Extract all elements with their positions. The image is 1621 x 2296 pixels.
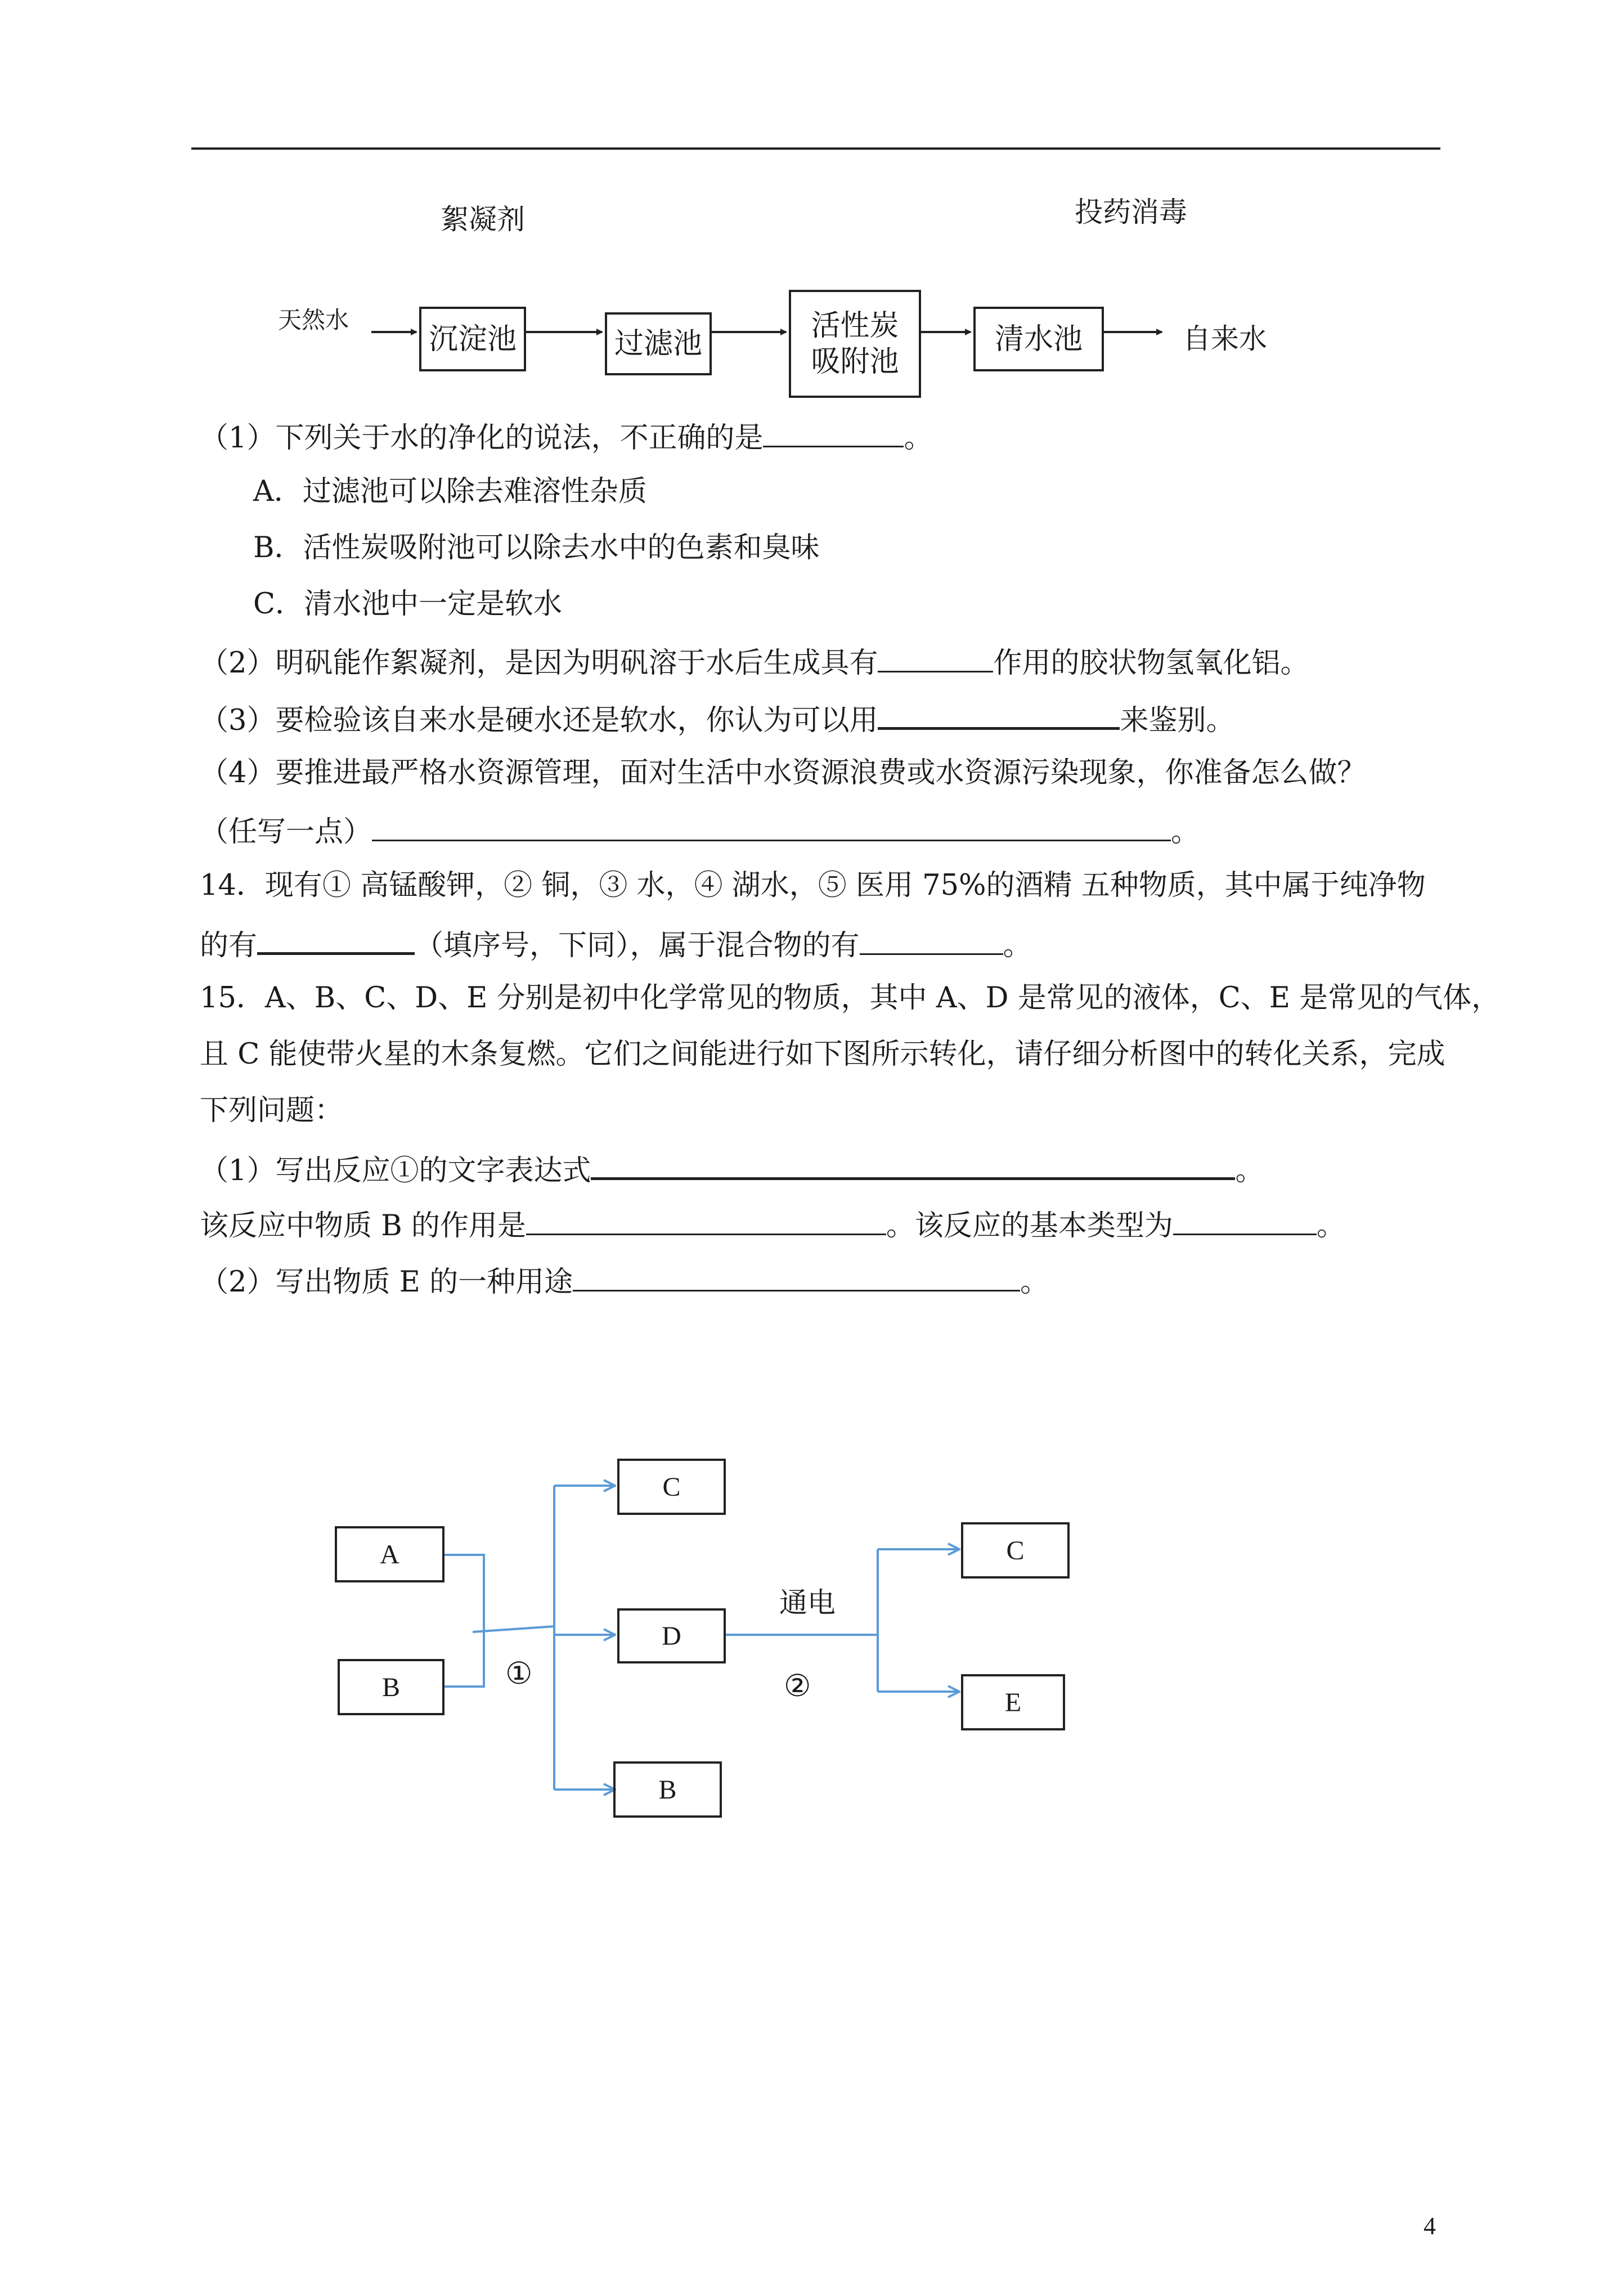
electrolysis-condition: 通电 bbox=[779, 1586, 836, 1619]
q13-sub4: （4）要推进最严格水资源管理，面对生活中水资源浪费或水资源污染现象，你准备怎么做？ bbox=[200, 756, 1366, 790]
q14-line2: 的有 （填序号，下同），属于混合物的有 。 bbox=[200, 924, 1032, 964]
reaction-1-label: ① bbox=[505, 1656, 533, 1691]
q15-sub1: （1）写出反应①的文字表达式 。 bbox=[200, 1149, 1264, 1189]
stage-filtration: 过滤池 bbox=[605, 312, 712, 375]
page-number: 4 bbox=[1424, 2212, 1436, 2240]
q15-line3: 下列问题： bbox=[200, 1094, 344, 1127]
q15-line1: 15．A、B、C、D、E 分别是初中化学常见的物质，其中 A、D 是常见的液体，C、E 是常见的气体， bbox=[200, 981, 1501, 1015]
q15-use-blank[interactable] bbox=[573, 1262, 1020, 1292]
q13-sub2-blank[interactable] bbox=[878, 643, 993, 672]
input-label: 天然水 bbox=[278, 306, 349, 334]
q13-sub1: （1）下列关于水的净化的说法，不正确的是 。 bbox=[200, 418, 932, 456]
q15-role-blank[interactable] bbox=[526, 1205, 886, 1235]
stage-sedimentation: 沉淀池 bbox=[419, 307, 526, 371]
q13-sub4-blank[interactable] bbox=[372, 811, 1171, 841]
disinfect-label: 投药消毒 bbox=[1075, 196, 1187, 228]
connector-a-b bbox=[444, 1555, 484, 1687]
box-e: E bbox=[961, 1674, 1065, 1730]
box-c-right: C bbox=[961, 1522, 1070, 1578]
box-d: D bbox=[617, 1608, 726, 1663]
q13-sub3-blank[interactable] bbox=[878, 699, 1120, 730]
q15-sub1b: 该反应中物质 B 的作用是 。该反应的基本类型为 。 bbox=[200, 1205, 1345, 1244]
reaction-2-label: ② bbox=[784, 1668, 811, 1703]
flocculant-label: 絮凝剂 bbox=[441, 203, 525, 236]
box-b-bottom: B bbox=[613, 1761, 722, 1818]
stage-carbon-adsorption: 活性炭 吸附池 bbox=[789, 290, 921, 398]
box-a: A bbox=[335, 1526, 444, 1582]
box-b-left: B bbox=[338, 1659, 444, 1715]
q15-line2: 且 C 能使带火星的木条复燃。它们之间能进行如下图所示转化，请仔细分析图中的转化关系，完成 bbox=[200, 1038, 1445, 1071]
stage-clear-water: 清水池 bbox=[973, 307, 1104, 371]
q13-sub4-answer: （任写一点） 。 bbox=[200, 811, 1200, 850]
q13-sub2: （2）明矾能作絮凝剂，是因为明矾溶于水后生成具有 作用的胶状物氢氧化铝。 bbox=[200, 643, 1309, 681]
q15-sub1-blank[interactable] bbox=[591, 1149, 1235, 1180]
q15-type-blank[interactable] bbox=[1173, 1205, 1317, 1235]
q14-mixture-blank[interactable] bbox=[860, 925, 1003, 955]
q13-option-a: A．过滤池可以除去难溶性杂质 bbox=[253, 475, 647, 508]
q14-line1: 14．现有① 高锰酸钾，② 铜，③ 水，④ 湖水，⑤ 医用 75%的酒精 五种物质，其中属于纯净物 bbox=[200, 869, 1426, 902]
q13-option-b: B．活性炭吸附池可以除去水中的色素和臭味 bbox=[253, 531, 820, 564]
q13-sub3: （3）要检验该自来水是硬水还是软水，你认为可以用 来鉴别。 bbox=[200, 699, 1234, 739]
box-c-top: C bbox=[617, 1459, 726, 1515]
q14-pure-blank[interactable] bbox=[257, 924, 415, 955]
output-label: 自来水 bbox=[1183, 322, 1267, 355]
q13-option-c: C．清水池中一定是软水 bbox=[253, 588, 563, 621]
q13-sub1-blank[interactable] bbox=[763, 418, 904, 447]
q15-sub2: （2）写出物质 E 的一种用途 。 bbox=[200, 1262, 1049, 1301]
